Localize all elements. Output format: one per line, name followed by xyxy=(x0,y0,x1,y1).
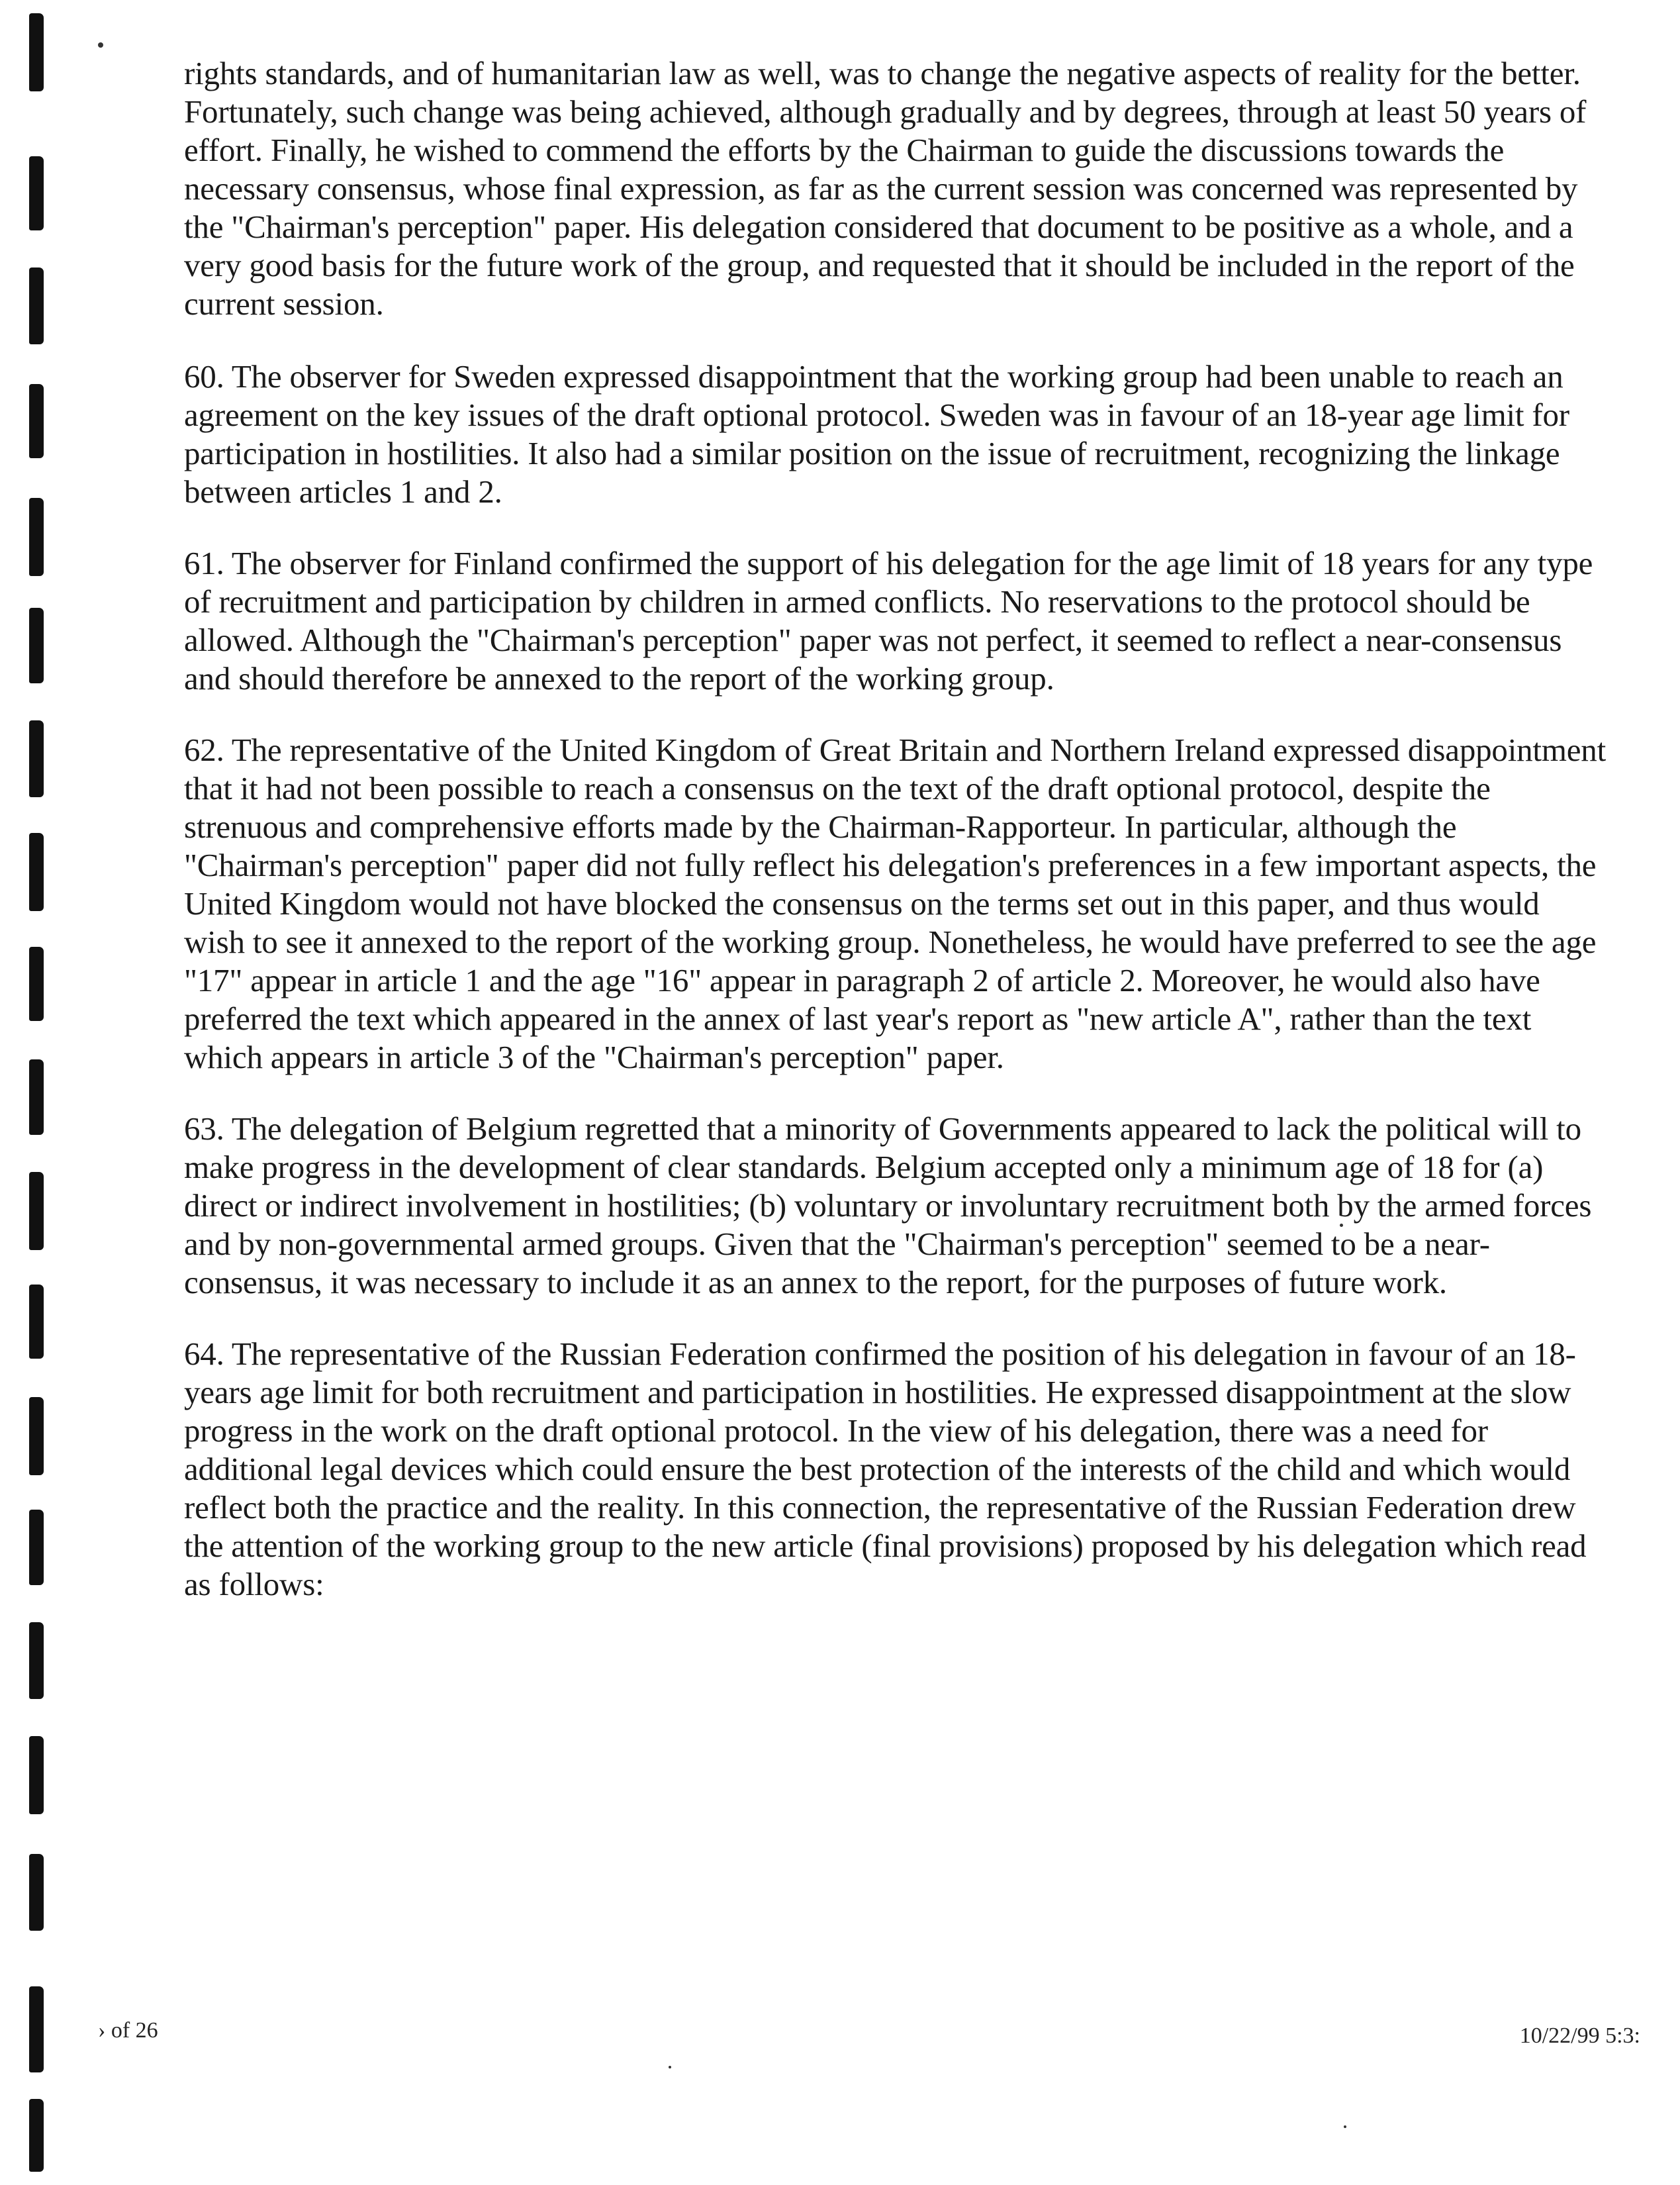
binder-mark xyxy=(29,608,44,683)
scan-speck xyxy=(669,2066,671,2068)
binder-mark xyxy=(29,1285,44,1359)
scan-speck xyxy=(98,42,103,48)
binder-mark xyxy=(29,2099,44,2172)
binder-mark xyxy=(29,1986,44,2072)
binder-mark xyxy=(29,384,44,458)
binder-hole-strip xyxy=(24,0,50,2185)
binder-mark xyxy=(29,1510,44,1585)
binder-mark xyxy=(29,498,44,576)
paragraph-59-continuation: rights standards, and of humanitarian law as well, was to change the negative aspects of reality for the better. Fortunately, such change was being achieved, although gradually and by degrees, through at least 50 years of effort. Finally, he wished to commend the efforts by the Chairman to guide the discussions towards the necessary consensus, whose final expression, as far as the current session was concerned was represented by the "Chairman's perception" paper. His delegation considered that document to be positive as a whole, and a very good basis for the future work of the group, and requested that it should be included in the report of the current session. xyxy=(184,55,1587,322)
binder-mark xyxy=(29,1059,44,1135)
binder-mark xyxy=(29,947,44,1021)
document-body xyxy=(184,54,1607,1637)
binder-mark xyxy=(29,156,44,230)
binder-mark xyxy=(29,1172,44,1250)
paragraph-64-russian-federation: 64. The representative of the Russian Federation confirmed the position of his delegation in favour of an 18-years age limit for both recruitment and participation in hostilities. He expressed disappointment at the slow progress in the work on the draft optional protocol. In the view of his delegation, there was a need for additional legal devices which could ensure the best protection of the interests of the child and which would reflect both the practice and the reality. In this connection, the representative of the Russian Federation drew the attention of the working group to the new article (final provisions) proposed by his delegation which read as follows: xyxy=(184,1335,1587,1602)
binder-mark xyxy=(29,1736,44,1814)
binder-mark xyxy=(29,267,44,344)
binder-mark xyxy=(29,1397,44,1475)
scan-speck xyxy=(1344,2125,1346,2128)
paragraph-63-belgium: 63. The delegation of Belgium regretted that a minority of Governments appeared to lack the political will to make progress in the development of clear standards. Belgium accepted only a minimum age of 18 for (a) direct or indirect involvement in hostilities; (b) voluntary or involuntary recruitment both by the armed forces and by non-governmental armed groups. Given that the "Chairman's perception" seemed to be a near-consensus, it was necessary to include it as an annex to the report, for the purposes of future work. xyxy=(184,1110,1592,1300)
page-number: › of 26 xyxy=(98,2018,158,2043)
binder-mark xyxy=(29,833,44,911)
print-timestamp: 10/22/99 5:3: xyxy=(1519,2023,1640,2048)
binder-mark xyxy=(29,720,44,797)
binder-mark xyxy=(29,1854,44,1931)
binder-mark xyxy=(29,1622,44,1699)
paragraph-60-sweden: 60. The observer for Sweden expressed disappointment that the working group had been unable to reach an agreement on the key issues of the draft optional protocol. Sweden was in favour of an 18-year age limit for participation in hostilities. It also had a similar position on the issue of recruitment, recognizing the linkage between articles 1 and 2. xyxy=(184,358,1569,510)
binder-mark xyxy=(29,13,44,91)
paragraph-61-finland: 61. The observer for Finland confirmed the support of his delegation for the age limit of 18 years for any type of recruitment and participation by children in armed conflicts. No reservations to the protocol should be allowed. Although the "Chairman's perception" paper was not perfect, it seemed to reflect a near-consensus and should therefore be annexed to the report of the working group. xyxy=(184,545,1593,697)
paragraph-62-united-kingdom: 62. The representative of the United Kingdom of Great Britain and Northern Ireland expressed disappointment that it had not been possible to reach a consensus on the text of the draft optional protocol, despite the strenuous and comprehensive efforts made by the Chairman-Rapporteur. In particular, although the "Chairman's perception" paper did not fully reflect his delegation's preferences in a few important aspects, the United Kingdom would not have blocked the consensus on the terms set out in this paper, and thus would wish to see it annexed to the report of the working group. Nonetheless, he would have preferred to see the age "17" appear in article 1 and the age "16" appear in paragraph 2 of article 2. Moreover, he would also have preferred the text which appeared in the annex of last year's report as "new article A", rather than the text which appears in article 3 of the "Chairman's perception" paper. xyxy=(184,732,1607,1075)
